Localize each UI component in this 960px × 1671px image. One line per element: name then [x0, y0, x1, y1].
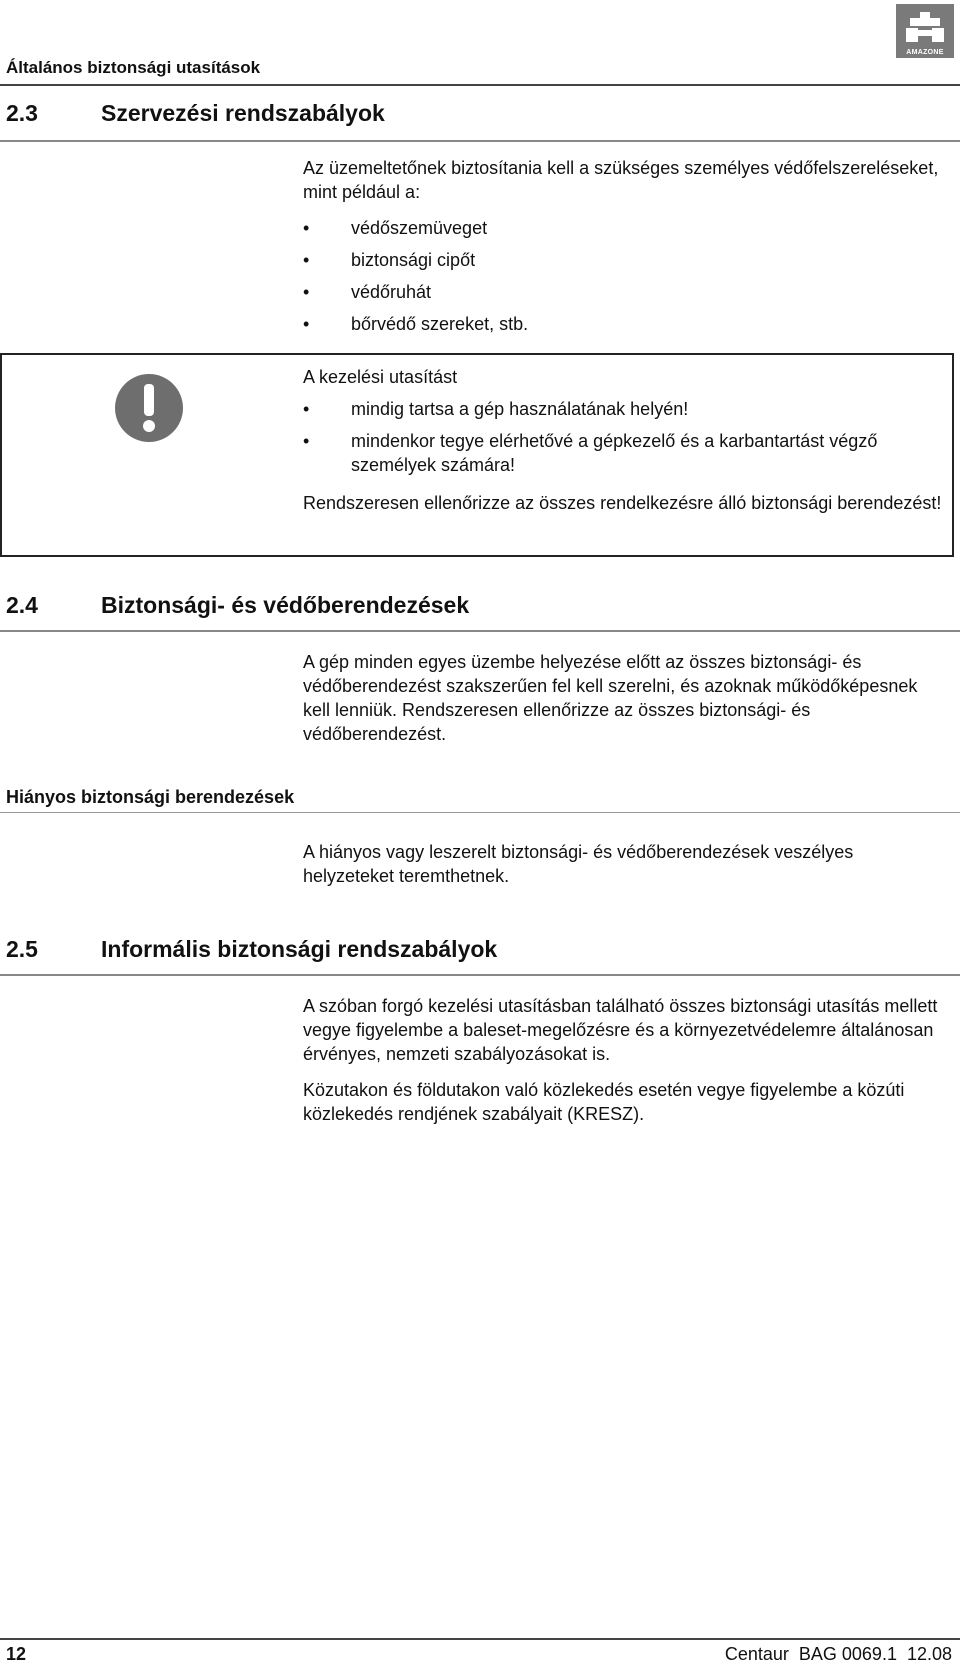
section-title: Szervezési rendszabályok — [101, 100, 385, 126]
notice-list — [303, 397, 943, 477]
section-2-5-body — [303, 994, 943, 1138]
section-divider — [0, 630, 960, 632]
list-item: • mindenkor tegye elérhetővé a gépkezelő és a karbantartást végző személyek számára! — [303, 429, 943, 477]
section-number: 2.4 — [6, 592, 38, 618]
running-header-title: Általános biztonsági utasítások — [6, 58, 261, 77]
list-item: • védőszemüveget — [303, 216, 943, 240]
subheading: Hiányos biztonsági berendezések — [6, 787, 295, 807]
header-divider — [0, 84, 960, 86]
section-title: Biztonsági- és védőberendezések — [101, 592, 470, 618]
tractor-icon — [896, 4, 954, 48]
section-heading-2-3 — [6, 100, 385, 127]
list-item: • védőruhát — [303, 280, 943, 304]
section-divider — [0, 140, 960, 142]
section-title: Informális biztonsági rendszabályok — [101, 936, 498, 962]
notice-lead: A kezelési utasítást — [303, 367, 458, 387]
section-heading-2-4 — [6, 592, 469, 619]
ppe-intro: Az üzemeltetőnek biztosítania kell a szükséges személyes védőfelszereléseket, mint például a: — [303, 158, 939, 202]
section-2-4-body: A gép minden egyes üzembe helyezése előtt az összes biztonsági- és védőberendezést szakszerűen fel kell szerelni, és azoknak működőképesnek kell lenniük. Rendszeresen ellenőrizze az összes biztonsági- és védőberendezést. — [303, 652, 918, 744]
notice-closing: Rendszeresen ellenőrizze az összes rendelkezésre álló biztonsági berendezést! — [303, 493, 942, 513]
section-heading-2-5 — [6, 936, 497, 963]
exclamation-icon — [115, 374, 183, 442]
list-item: • mindig tartsa a gép használatának helyén! — [303, 397, 943, 421]
subheading-divider — [0, 812, 960, 813]
subheading-body: A hiányos vagy leszerelt biztonsági- és védőberendezések veszélyes helyzeteket teremthetnek. — [303, 842, 854, 886]
section-divider — [0, 974, 960, 976]
ppe-paragraph — [303, 156, 943, 344]
paragraph: Közutakon és földutakon való közlekedés esetén vegye figyelembe a közúti közlekedés rendjének szabályait (KRESZ). — [303, 1080, 905, 1124]
footer-divider — [0, 1638, 960, 1640]
list-item: • biztonsági cipőt — [303, 248, 943, 272]
notice-content — [303, 365, 943, 527]
logo-text: AMAZONE — [906, 49, 944, 56]
paragraph: A szóban forgó kezelési utasításban található összes biztonsági utasítás mellett vegye figyelembe a baleset-megelőzésre és a környezetvédelemre általánosan érvényes, nemzeti szabályozásokat is. — [303, 996, 938, 1064]
list-item: • bőrvédő szereket, stb. — [303, 312, 943, 336]
page-number: 12 — [6, 1644, 27, 1664]
document-id: Centaur BAG 0069.1 12.08 — [724, 1644, 952, 1664]
amazone-logo — [896, 4, 954, 58]
section-number: 2.3 — [6, 100, 38, 126]
section-number: 2.5 — [6, 936, 38, 962]
ppe-list — [303, 216, 943, 336]
